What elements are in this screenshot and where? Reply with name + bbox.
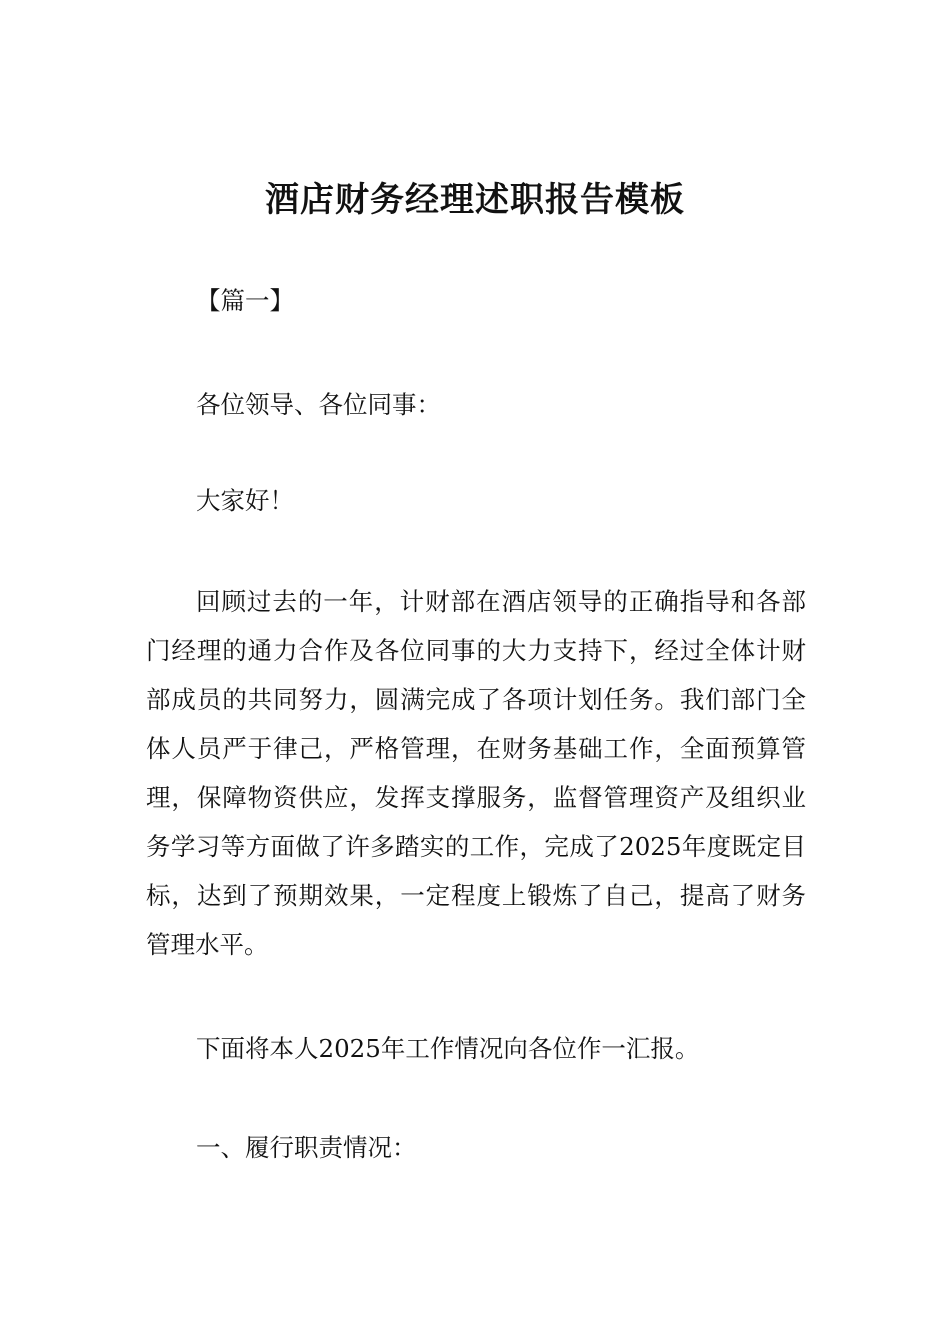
body-paragraph: 回顾过去的一年，计财部在酒店领导的正确指导和各部门经理的通力合作及各位同事的大力支持下，经过全体计财部成员的共同努力，圆满完成了各项计划任务。我们部门全体人员严于律己，严格管理，在财务基础工作，全面预算管理，保障物资供应，发挥支撑服务，监督管理资产及组织业务学习等方面做了许多踏实的工作，完成了2025年度既定目标，达到了预期效果，一定程度上锻炼了自己，提高了财务管理水平。 (146, 587, 806, 959)
section-label: 【篇一】 (196, 286, 294, 315)
document-title: 酒店财务经理述职报告模板 (265, 180, 685, 220)
greeting: 大家好！ (196, 486, 294, 515)
section-heading: 一、履行职责情况： (196, 1133, 417, 1162)
salutation: 各位领导、各位同事： (196, 390, 441, 419)
report-intro: 下面将本人2025年工作情况向各位作一汇报。 (196, 1034, 700, 1063)
